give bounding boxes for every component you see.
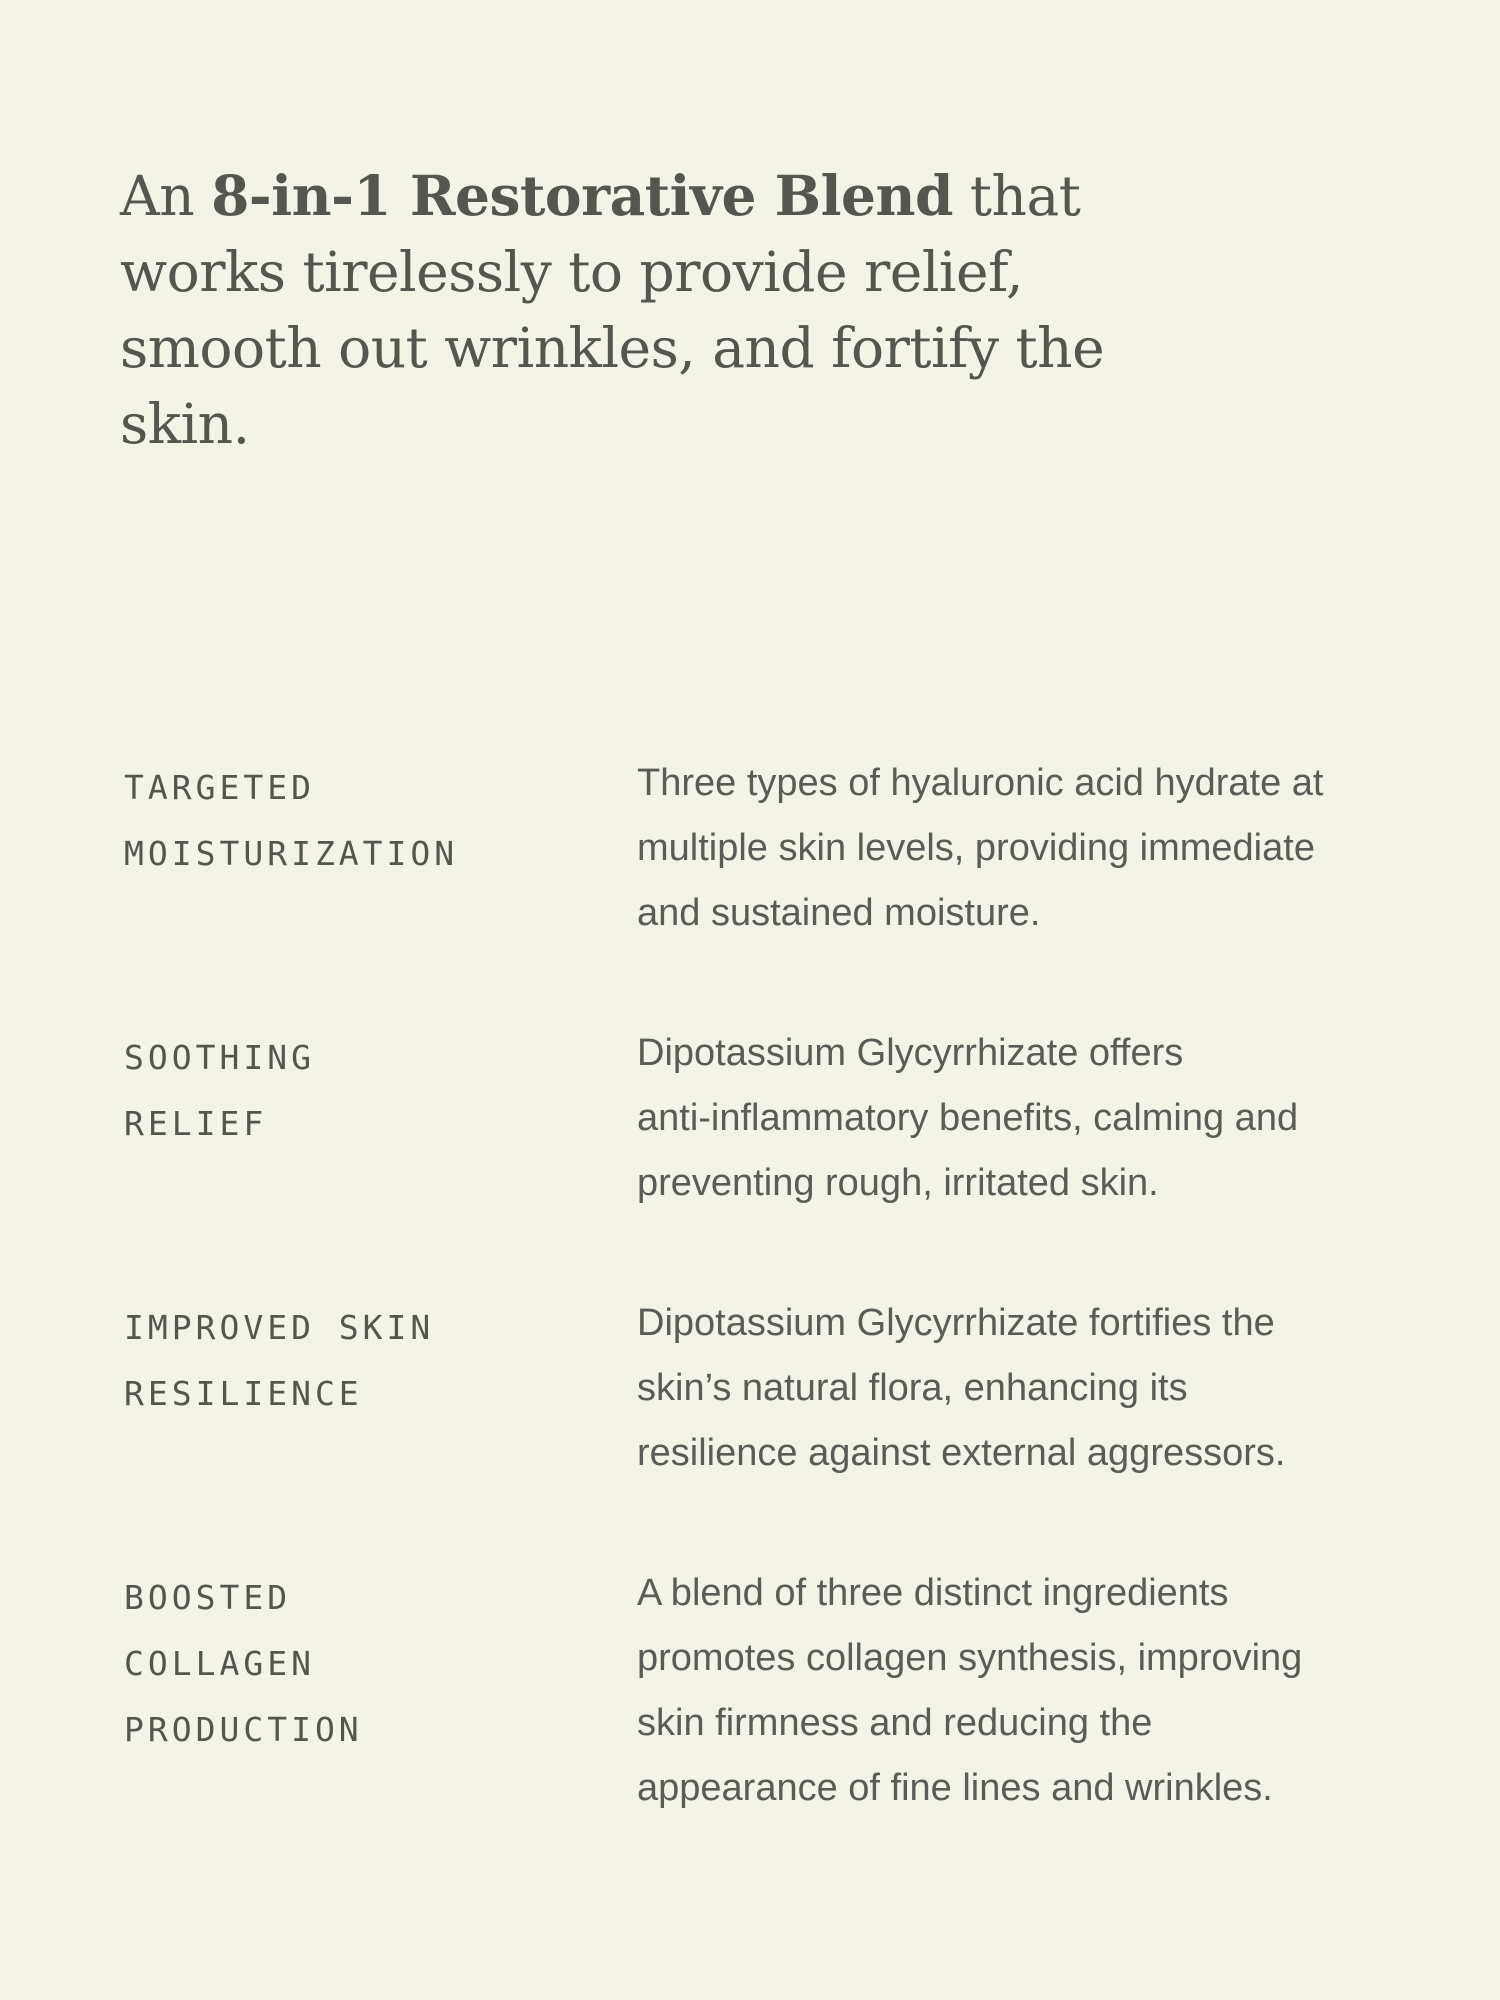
feature-description-line: Dipotassium Glycyrrhizate fortifies the — [637, 1302, 1275, 1344]
feature-list — [124, 755, 1384, 1900]
feature-description-line: and sustained moisture. — [637, 892, 1041, 934]
feature-description — [637, 1561, 1382, 1821]
feature-description-line: multiple skin levels, providing immediate — [637, 827, 1315, 869]
feature-title — [124, 1295, 637, 1427]
feature-description-line: A blend of three distinct ingredients — [637, 1572, 1229, 1614]
feature-description-line: anti-inflammatory benefits, calming and — [637, 1097, 1299, 1139]
feature-title — [124, 755, 637, 887]
feature-title-line: IMPROVED SKIN — [124, 1308, 435, 1347]
feature-title-line: PRODUCTION — [124, 1710, 363, 1749]
feature-title-line: TARGETED — [124, 768, 315, 807]
feature-title-line: RESILIENCE — [124, 1374, 363, 1413]
feature-soothing-relief — [124, 1025, 1384, 1216]
feature-description-line: Dipotassium Glycyrrhizate offers — [637, 1032, 1184, 1074]
feature-description-line: Three types of hyaluronic acid hydrate at — [637, 762, 1324, 804]
feature-description — [637, 1021, 1382, 1216]
feature-description-line: resilience against external aggressors. — [637, 1432, 1286, 1474]
feature-title — [124, 1025, 637, 1157]
headline-prefix: An — [120, 164, 212, 228]
feature-improved-skin-resilience — [124, 1295, 1384, 1486]
feature-description-line: skin firmness and reducing the — [637, 1702, 1153, 1744]
feature-title-line: COLLAGEN — [124, 1644, 315, 1683]
headline-emphasis: 8-in-1 Restorative Blend — [211, 163, 953, 228]
feature-description — [637, 1291, 1382, 1486]
feature-boosted-collagen-production — [124, 1565, 1384, 1821]
feature-title-line: MOISTURIZATION — [124, 834, 459, 873]
headline-suffix: that works tirelessly to provide relief, smooth out wrinkles, and fortify the skin. — [120, 164, 1105, 456]
feature-title-line: RELIEF — [124, 1104, 268, 1143]
feature-title-line: BOOSTED — [124, 1578, 292, 1617]
feature-title — [124, 1565, 637, 1763]
feature-description-line: skin’s natural flora, enhancing its — [637, 1367, 1188, 1409]
feature-description — [637, 751, 1382, 946]
headline — [120, 158, 1240, 462]
feature-title-line: SOOTHING — [124, 1038, 315, 1077]
feature-targeted-moisturization — [124, 755, 1384, 946]
feature-description-line: appearance of fine lines and wrinkles. — [637, 1767, 1273, 1809]
feature-description-line: promotes collagen synthesis, improving — [637, 1637, 1303, 1679]
feature-description-line: preventing rough, irritated skin. — [637, 1162, 1159, 1204]
